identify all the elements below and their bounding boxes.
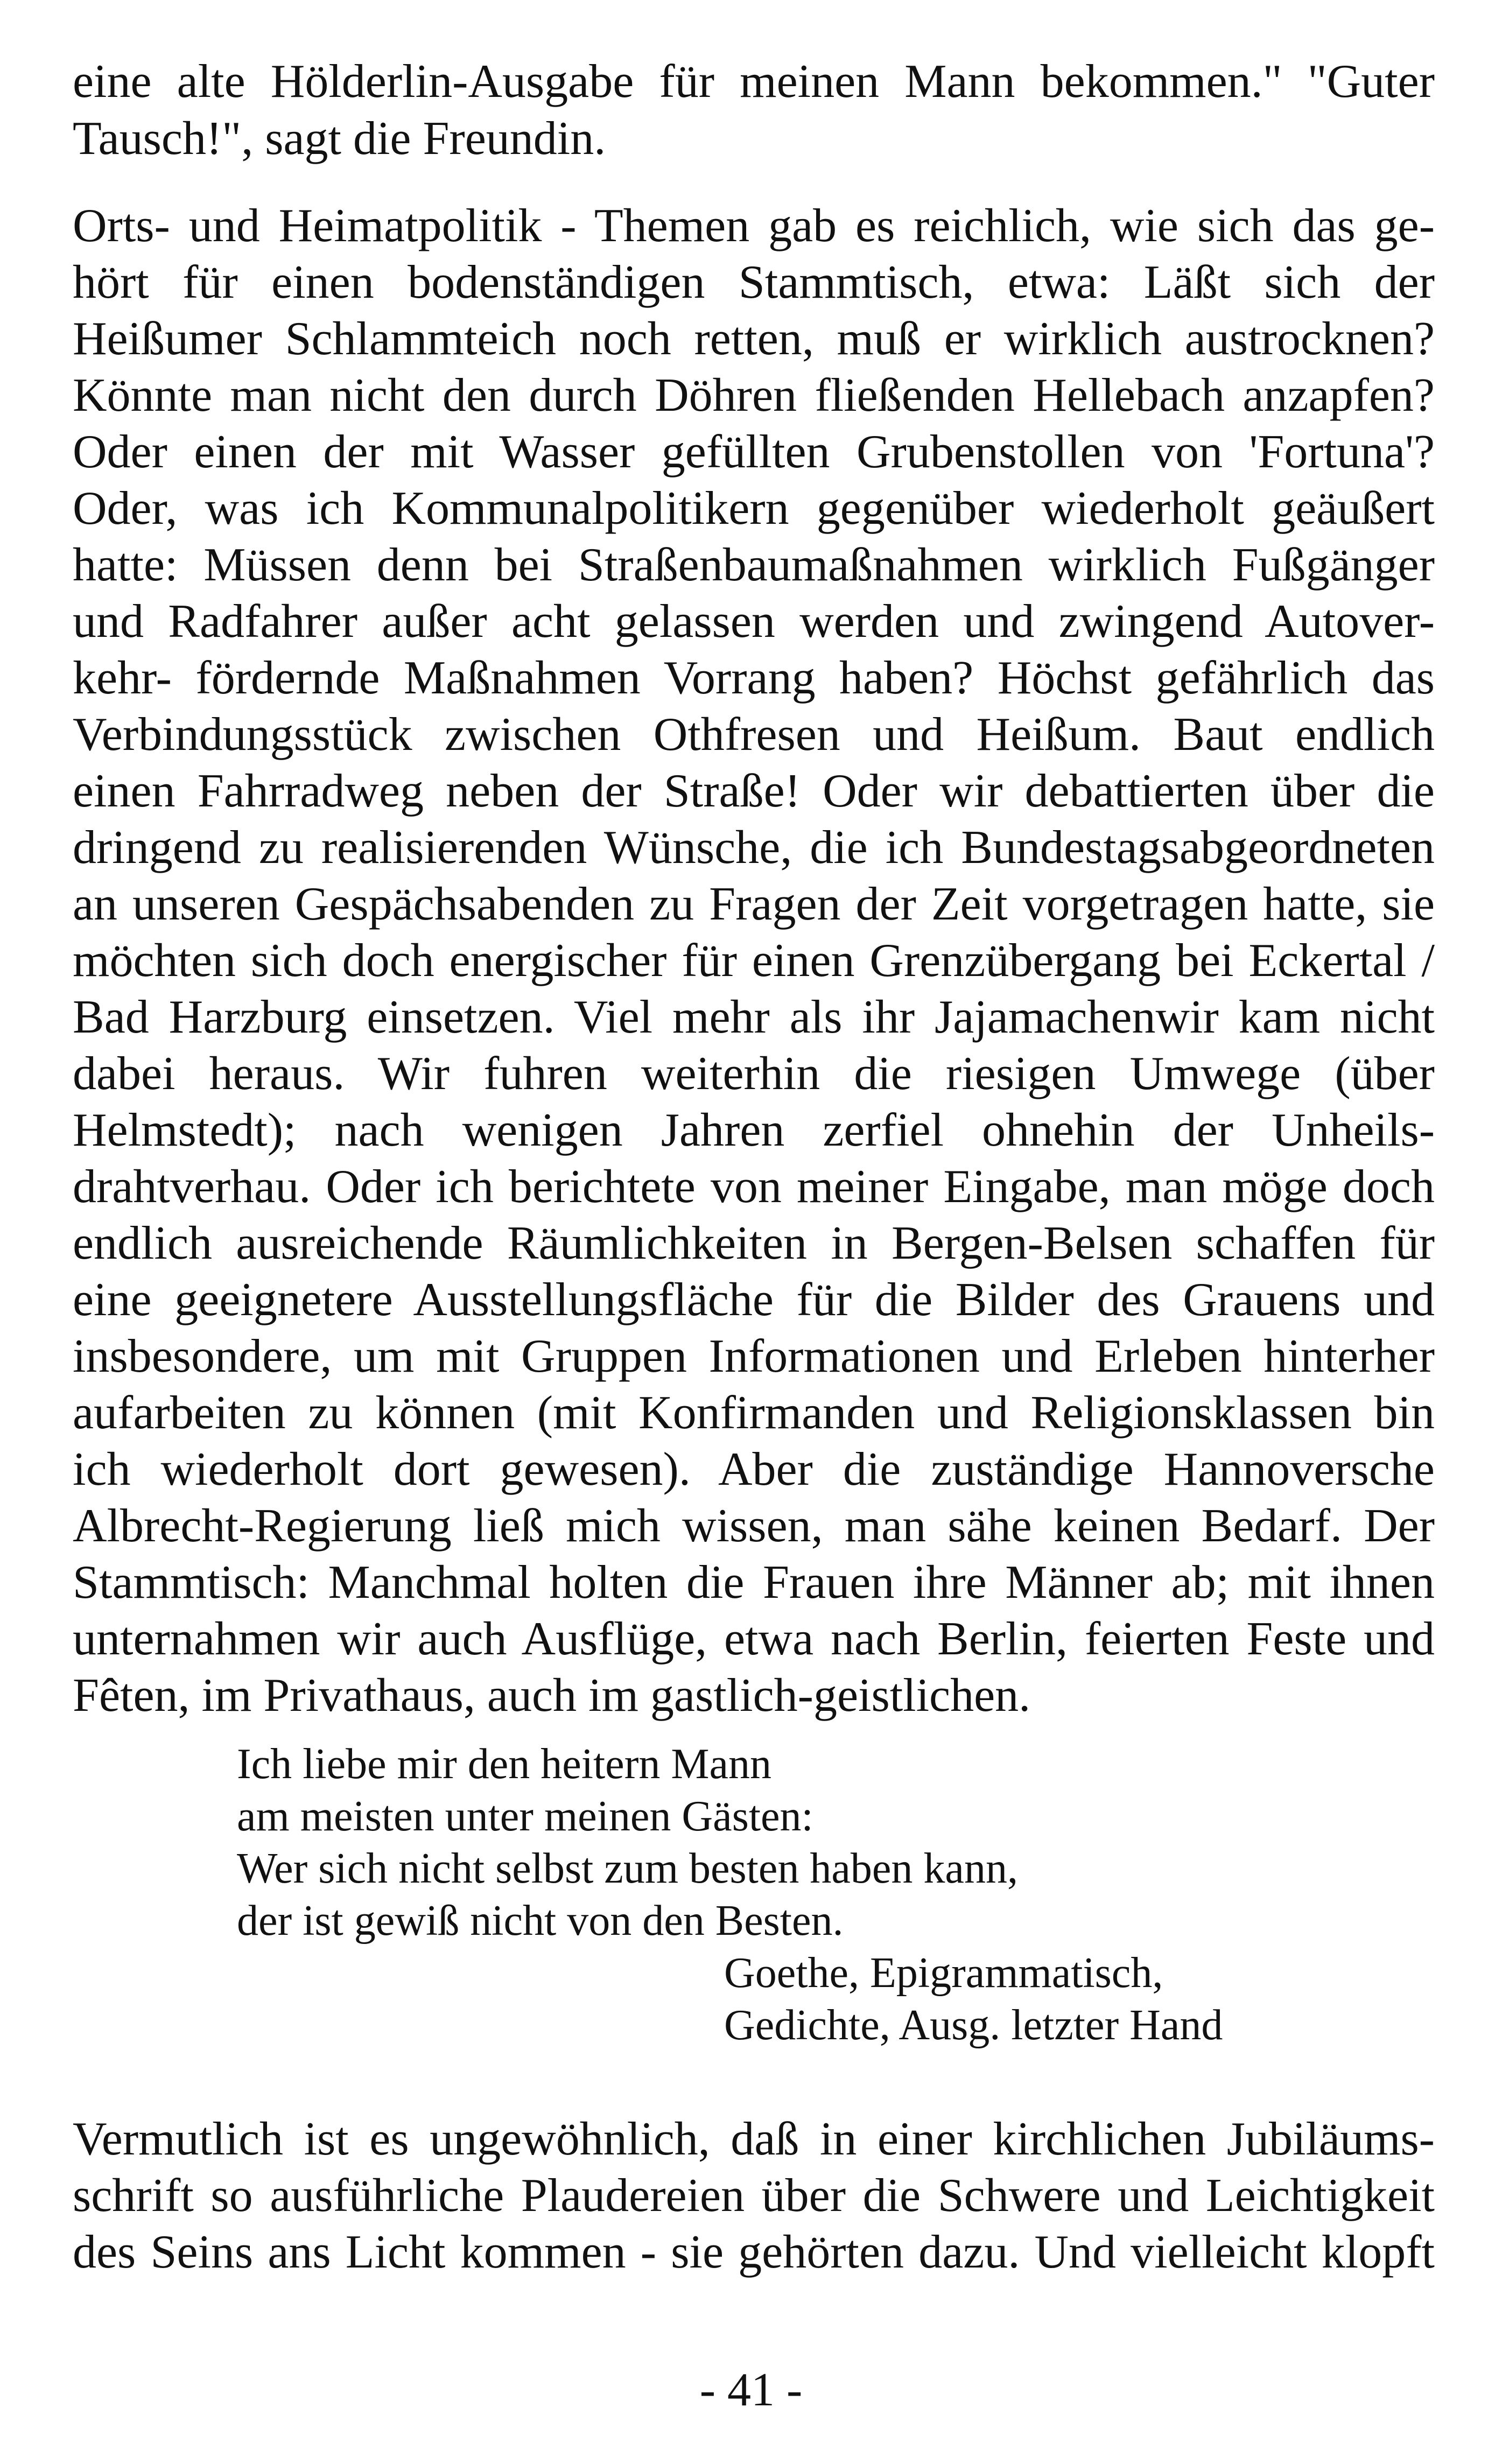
poem-line: Ich liebe mir den heitern Mann xyxy=(237,1740,771,1788)
text-line: des Seins ans Licht kommen - sie gehörten dazu. Und vielleicht klopft xyxy=(73,2226,1435,2278)
text-line: kehr- fördernde Maßnahmen Vorrang haben? Höchst gefährlich das xyxy=(73,652,1435,704)
text-line: und Radfahrer außer acht gelassen werden und zwingend Autover- xyxy=(73,595,1435,648)
text-line: Tausch!", sagt die Freundin. xyxy=(73,113,606,165)
text-line: Heißumer Schlammteich noch retten, muß er wirklich austrocknen? xyxy=(73,313,1435,365)
text-line: Helmstedt); nach wenigen Jahren zerfiel ohnehin der Unheils- xyxy=(73,1104,1435,1156)
text-line: Verbindungsstück zwischen Othfresen und Heißum. Baut endlich xyxy=(73,708,1435,761)
text-line: dringend zu realisierenden Wünsche, die ich Bundestagsabgeordneten xyxy=(73,822,1435,874)
text-line: Vermutlich ist es ungewöhnlich, daß in einer kirchlichen Jubiläums- xyxy=(73,2113,1435,2165)
text-line: Bad Harzburg einsetzen. Viel mehr als ihr Jajamachenwir kam nicht xyxy=(73,991,1435,1043)
text-line: dabei heraus. Wir fuhren weiterhin die riesigen Umwege (über xyxy=(73,1048,1435,1100)
text-line: ich wiederholt dort gewesen). Aber die zuständige Hannoversche xyxy=(73,1443,1435,1496)
text-line: Orts- und Heimatpolitik - Themen gab es reichlich, wie sich das ge- xyxy=(73,200,1435,252)
text-line: hatte: Müssen denn bei Straßenbaumaßnahmen wirklich Fußgänger xyxy=(73,539,1435,591)
text-line: eine alte Hölderlin-Ausgabe für meinen Mann bekommen." "Guter xyxy=(73,55,1435,108)
text-line: unternahmen wir auch Ausflüge, etwa nach Berlin, feierten Feste und xyxy=(73,1613,1435,1665)
poem-line: Wer sich nicht selbst zum besten haben kann, xyxy=(237,1845,1018,1892)
text-line: an unseren Gespächsabenden zu Fragen der Zeit vorgetragen hatte, sie xyxy=(73,878,1435,930)
text-line: Könnte man nicht den durch Döhren fließenden Hellebach anzapfen? xyxy=(73,369,1435,422)
text-line: Albrecht-Regierung ließ mich wissen, man sähe keinen Bedarf. Der xyxy=(73,1500,1435,1552)
poem-line: der ist gewiß nicht von den Besten. xyxy=(237,1897,844,1944)
text-line: Oder einen der mit Wasser gefüllten Grubenstollen von 'Fortuna'? xyxy=(73,426,1435,478)
text-line: Stammtisch: Manchmal holten die Frauen ihre Männer ab; mit ihnen xyxy=(73,1556,1435,1609)
page-number: - 41 - xyxy=(699,2364,803,2416)
poem-source: Gedichte, Ausg. letzter Hand xyxy=(724,2002,1223,2049)
text-line: Oder, was ich Kommunalpolitikern gegenüber wiederholt geäußert xyxy=(73,482,1435,535)
text-line: eine geeignetere Ausstellungsfläche für die Bilder des Grauens und xyxy=(73,1274,1435,1326)
text-line: Fêten, im Privathaus, auch im gastlich-geistlichen. xyxy=(73,1669,1031,1722)
text-line: aufarbeiten zu können (mit Konfirmanden und Religionsklassen bin xyxy=(73,1387,1435,1439)
text-line: einen Fahrradweg neben der Straße! Oder wir debattierten über die xyxy=(73,765,1435,817)
text-line: drahtverhau. Oder ich berichtete von meiner Eingabe, man möge doch xyxy=(73,1161,1435,1213)
text-line: möchten sich doch energischer für einen Grenzübergang bei Eckertal / xyxy=(73,935,1435,987)
poem-source: Goethe, Epigrammatisch, xyxy=(724,1949,1163,1997)
text-line: hört für einen bodenständigen Stammtisch, etwa: Läßt sich der xyxy=(73,256,1435,308)
poem-line: am meisten unter meinen Gästen: xyxy=(237,1793,813,1840)
text-line: insbesondere, um mit Gruppen Informationen und Erleben hinterher xyxy=(73,1330,1435,1382)
text-line: endlich ausreichende Räumlichkeiten in Bergen-Belsen schaffen für xyxy=(73,1217,1435,1269)
text-line: schrift so ausführliche Plaudereien über die Schwere und Leichtigkeit xyxy=(73,2170,1435,2222)
